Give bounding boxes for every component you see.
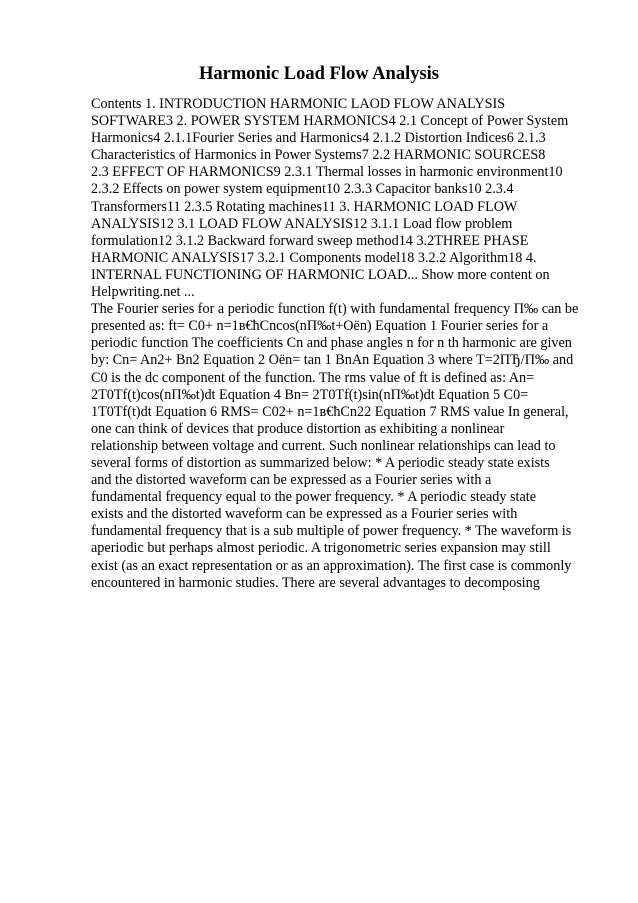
text-line: Transformers11 2.3.5 Rotating machines11 3. HARMONIC LOAD FLOW	[91, 198, 518, 215]
text-line: The Fourier series for a periodic function f(t) with fundamental frequency П‰ can be	[91, 301, 579, 318]
text-line: 1T0Tf(t)dt Equation 6 RMS= C02+ n=1в€ћCn22 Equation 7 RMS value In general,	[91, 403, 569, 420]
text-line: exist (as an exact representation or as an approximation). The first case is commonly	[91, 557, 572, 574]
text-line: presented as: ft= C0+ n=1в€ћCncos(nП‰t+Оёn) Equation 1 Fourier series for a	[91, 318, 549, 335]
text-line: fundamental frequency that is a sub multiple of power frequency. * The waveform is	[91, 523, 572, 540]
text-line: Harmonics4 2.1.1Fourier Series and Harmonics4 2.1.2 Distortion Indices6 2.1.3	[91, 130, 546, 147]
text-line: C0 is the dc component of the function. The rms value of ft is defined as: An=	[91, 369, 535, 386]
text-line: fundamental frequency equal to the power frequency. * A periodic steady state	[91, 489, 537, 506]
text-line: exists and the distorted waveform can be expressed as a Fourier series with	[91, 506, 518, 523]
text-line: 2.3 EFFECT OF HARMONICS9 2.3.1 Thermal losses in harmonic environment10	[91, 164, 563, 181]
document-title: Harmonic Load Flow Analysis	[198, 64, 439, 84]
text-line: and the distorted waveform can be expressed as a Fourier series with a	[91, 472, 492, 489]
text-line: 2.3.2 Effects on power system equipment10 2.3.3 Capacitor banks10 2.3.4	[91, 181, 514, 198]
text-line: SOFTWARE3 2. POWER SYSTEM HARMONICS4 2.1 Concept of Power System	[91, 113, 569, 130]
text-line: periodic function The coefficients Cn and phase angles n for n th harmonic are given	[91, 335, 572, 352]
text-line: one can think of devices that produce distortion as exhibiting a nonlinear	[91, 420, 505, 437]
document-body	[91, 96, 579, 592]
text-line: Characteristics of Harmonics in Power Systems7 2.2 HARMONIC SOURCES8	[91, 147, 546, 164]
text-line: formulation12 3.1.2 Backward forward sweep method14 3.2THREE PHASE	[91, 232, 529, 249]
text-line: by: Cn= An2+ Bn2 Equation 2 Оёn= tan 1 BnAn Equation 3 where T=2ПЂ/П‰ and	[91, 352, 574, 369]
text-line: 2T0Tf(t)cos(nП‰t)dt Equation 4 Bn= 2T0Tf(t)sin(nП‰t)dt Equation 5 C0=	[91, 386, 529, 403]
text-line: HARMONIC ANALYSIS17 3.2.1 Components model18 3.2.2 Algorithm18 4.	[91, 249, 537, 266]
text-line: encountered in harmonic studies. There are several advantages to decomposing	[91, 574, 540, 591]
text-line: Contents 1. INTRODUCTION HARMONIC LAOD FLOW ANALYSIS	[91, 96, 506, 112]
text-line: Helpwriting.net ...	[91, 284, 195, 301]
text-line: aperiodic but perhaps almost periodic. A trigonometric series expansion may still	[91, 540, 551, 557]
text-line: several forms of distortion as summarized below: * A periodic steady state exists	[91, 454, 550, 471]
text-line: INTERNAL FUNCTIONING OF HARMONIC LOAD... Show more content on	[91, 266, 550, 283]
text-line: ANALYSIS12 3.1 LOAD FLOW ANALYSIS12 3.1.1 Load flow problem	[91, 215, 513, 232]
text-line: relationship between voltage and current. Such nonlinear relationships can lead to	[91, 437, 556, 454]
